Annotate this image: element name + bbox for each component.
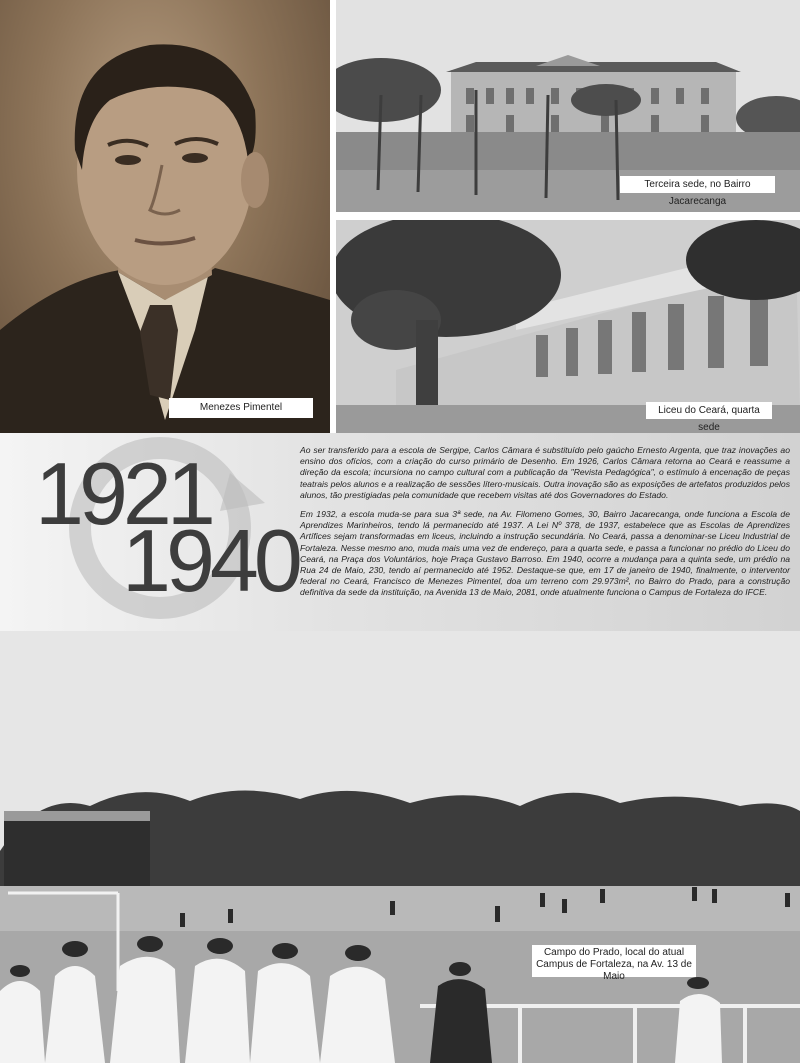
portrait-illustration [0, 0, 330, 433]
campo-caption-line-2: Campus de Fortaleza, na Av. 13 de Maio [536, 959, 692, 982]
campo-do-prado-illustration [0, 631, 800, 1063]
campo-do-prado-caption [532, 945, 696, 982]
portrait-photo [0, 0, 330, 433]
third-seat-caption: Terceira sede, no Bairro Jacarecanga [620, 176, 775, 193]
portrait-caption: Menezes Pimentel [169, 398, 313, 418]
campo-do-prado-photo [0, 631, 800, 1063]
paragraph-1: Ao ser transferido para a escola de Sergipe, Carlos Câmara é substituído pelo gaúcho Ernesto Argenta, que traz inovações ao ensino dos ofícios, com a criação do curso primário de Desenho. Em 1926, Carlos Câmara retorna ao Ceará e reassume a direção da escola; incursiona no campo cultural com a publicação da "Revista Pedagógica", o estímulo à encenação de peças teatrais pelos alunos e a realização de sessões lítero-musicais. Outra inovação são as exposições de artefatos produzidos pelos alunos, tão prestigiadas pela comunidade que recebem visitas até dos Governadores do Estado. [300, 445, 790, 500]
history-text [300, 445, 790, 607]
year-end: 1940 [122, 511, 298, 610]
paragraph-2: Em 1932, a escola muda-se para sua 3ª sede, na Av. Filomeno Gomes, 30, Bairro Jacarecanga, onde funciona a Escola de Aprendizes Marinheiros, tendo lá permanecido até 1937. A Lei Nº 378, de 1937, estabelece que as Escolas de Aprendizes Artífices sejam transformadas em liceus, incluindo a instrução secundária. No Ceará, passa a denominar-se Liceu Industrial de Fortaleza. Nesse mesmo ano, muda mais uma vez de endereço, para a quarta sede, e passa a funcionar no prédio do Liceu do Ceará, na Praça dos Voluntários, hoje Praça Gustavo Barroso. Em 1940, ocorre a mudança para a quinta sede, um prédio na Rua 24 de Maio, 230, tendo aí permanecido até 1952. Destaque-se que, em 17 de janeiro de 1940, finalmente, o interventor federal no Ceará, Francisco de Menezes Pimentel, doa um terreno com 29.973m², no Bairro do Prado, para a construção definitiva da sede da instituição, na Avenida 13 de Maio, 2081, onde atualmente funciona o Campus de Fortaleza do IFCE. [300, 509, 790, 598]
liceu-caption: Liceu do Ceará, quarta sede [646, 402, 772, 419]
year-start: 1921 [35, 444, 211, 543]
campo-caption-line-1: Campo do Prado, local do atual [543, 947, 685, 958]
